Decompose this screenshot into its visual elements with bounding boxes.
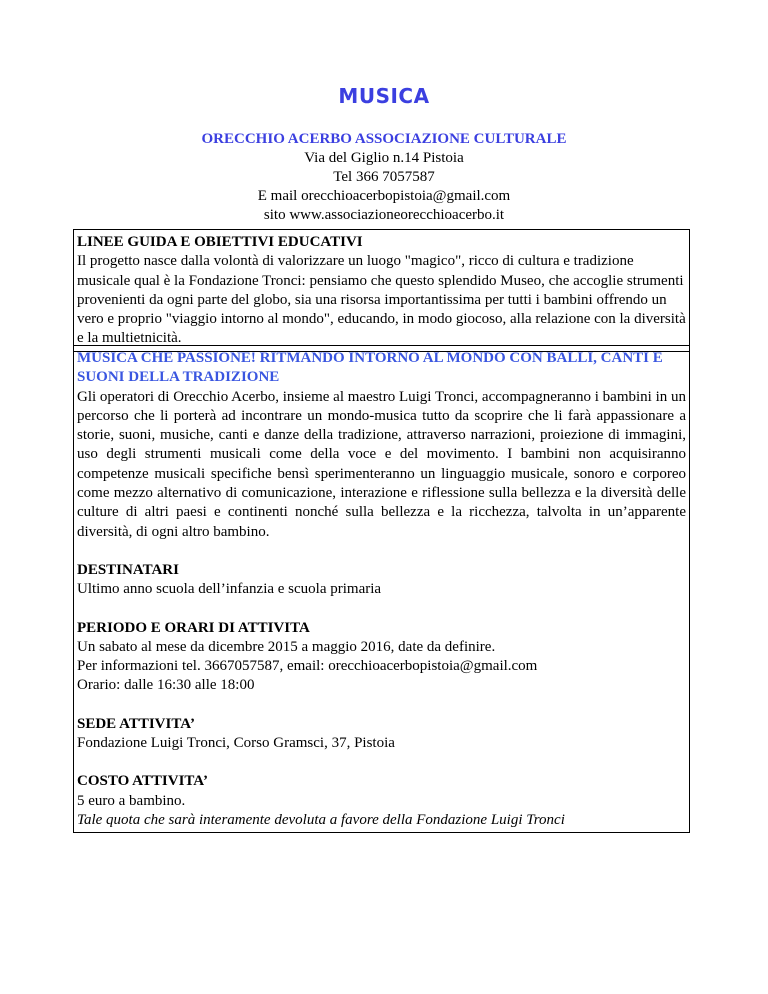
period-contacts: Per informazioni tel. 3667057587, email: orecchioacerbopistoia@gmail.com (77, 658, 538, 675)
organization-website: sito www.associazioneorecchioacerbo.it (263, 207, 505, 223)
page-title: MUSICA (338, 84, 430, 108)
activity-heading: MUSICA CHE PASSIONE! RITMANDO INTORNO AL MONDO CON BALLI, CANTI E SUONI DELLA TRADIZIONE (77, 350, 663, 386)
location-section (77, 715, 686, 754)
organization-name: ORECCHIO ACERBO ASSOCIAZIONE CULTURALE (201, 131, 567, 147)
guidelines-text: Il progetto nasce dalla volontà di valorizzare un luogo "magico", ricco di cultura e tradizione musicale qual è la Fondazione Tronci: pensiamo che questo splendido Museo, che accoglie strumenti provenienti da ogni parte del globo, sia una risorsa importantissima per tutti i bambini offrendo un vero e proprio "viaggio intorno al mondo", educando, in modo giocoso, alla relazione con la diversità e la multietnicità. (77, 253, 686, 347)
location-heading: SEDE ATTIVITA’ (77, 715, 195, 732)
cost-section (77, 772, 686, 830)
location-text: Fondazione Luigi Tronci, Corso Gramsci, 37, Pistoia (77, 735, 395, 752)
period-section (77, 619, 686, 696)
period-dates: Un sabato al mese da dicembre 2015 a maggio 2016, date da definire. (77, 638, 496, 655)
period-heading: PERIODO E ORARI DI ATTIVITA (77, 619, 310, 636)
organization-email: E mail orecchioacerbopistoia@gmail.com (257, 188, 511, 204)
cost-note: Tale quota che sarà interamente devoluta a favore della Fondazione Luigi Tronci (77, 811, 565, 828)
recipients-heading: DESTINATARI (77, 561, 179, 578)
guidelines-box (73, 229, 690, 352)
recipients-section (77, 561, 686, 600)
period-hours: Orario: dalle 16:30 alle 18:00 (77, 677, 255, 694)
guidelines-heading: LINEE GUIDA E OBIETTIVI EDUCATIVI (77, 234, 363, 250)
cost-heading: COSTO ATTIVITA’ (77, 773, 209, 790)
activity-box (73, 345, 690, 833)
recipients-text: Ultimo anno scuola dell’infanzia e scuola primaria (77, 581, 382, 598)
activity-description: Gli operatori di Orecchio Acerbo, insieme al maestro Luigi Tronci, accompagneranno i bambini in un percorso che li porterà ad incontrare un mondo-musica tutto da scoprire che li farà appassionare a storie, suoni, musiche, canti e danze della tradizione, attraverso narrazioni, proiezione di immagini, uso degli strumenti musicali come della voce e del movimento. I bambini non acquisiranno competenze musicali specifiche bensì sperimenteranno un linguaggio musicale, sonoro e corporeo come mezzo alternativo di comunicazione, interazione e riflessione sulla bellezza e la diversità delle culture di altri paesi e continenti nonché sulla bellezza e la ricchezza, talvolta in un’apparente diversità, di ogni altro bambino. (77, 388, 687, 540)
cost-text: 5 euro a bambino. (77, 792, 186, 809)
organization-header (0, 130, 768, 225)
organization-address: Via del Giglio n.14 Pistoia (304, 150, 464, 166)
organization-phone: Tel 366 7057587 (333, 169, 435, 185)
